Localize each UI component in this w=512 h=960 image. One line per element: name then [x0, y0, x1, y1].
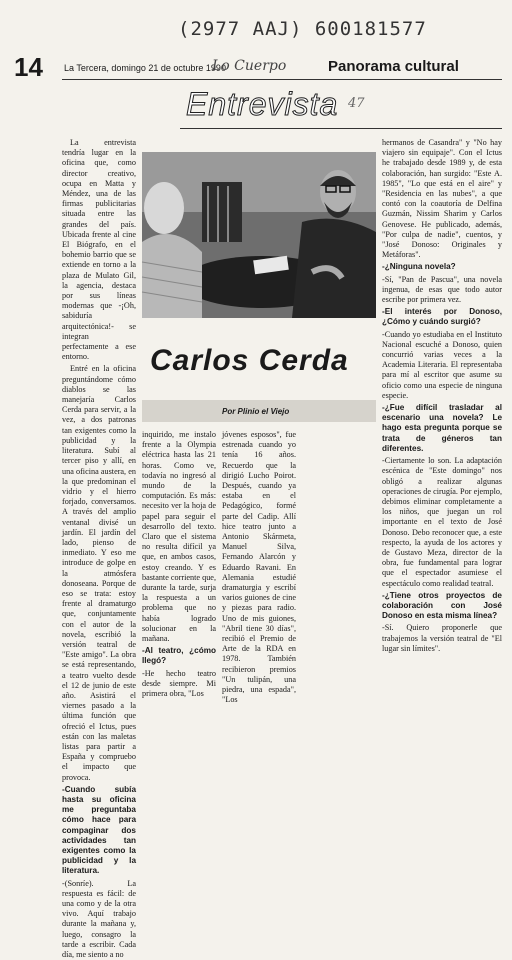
kicker-rule [180, 128, 502, 129]
column-2 [142, 430, 216, 699]
handwritten-note: Lo Cuerpo [212, 58, 287, 74]
article-paragraph: -Sí, "Pan de Pascua", una novela ingenua, de esas que todo autor escribe por primera vez. [382, 274, 502, 305]
archive-stamp: (2977 AAJ) 600181577 [178, 18, 427, 40]
article-paragraph: hermanos de Casandra" y "No hay viajero sin equipaje". Con el Ictus he trabajado desde 1989 y, de esta colaboración, han surgido: "Este A. 1985", "Lo que está en el aire" y "Residencia en las nubes", a que contó con la coautoría de Delfina Guzmán, Nissim Sharim y Carlos Genovese. He publicado, además, "Por culpa de nadie", cuentos, y "José Donoso: Originales y Metáforas". [382, 138, 502, 260]
article-paragraph: La entrevista tendría lugar en la oficina que, como director creativo, ocupa en Matta y Méndez, una de las firmas publicitarias situada entre las grandes del país. Ubicada frente al cine El Biógrafo, en el bohemio barrio que se extiende en torno a la plaza de Mulato Gil, la agencia, destaca por sus líneas modernas que -¡Oh, sabiduría arquitectónica!- se integran perfectamente a ese entorno. [62, 138, 136, 362]
article-paragraph: -He hecho teatro desde siempre. Mi primera obra, "Los [142, 668, 216, 699]
article-paragraph: -Ciertamente lo son. La adaptación escénica de "Este domingo" nos obligó a realizar algunas operaciones de cirugía. Por ejemplo, debimos eliminar completamente a los niños, que juegan un rol importante en el texto de José Donoso. Debo reconocer que, a este respecto, la ayuda de los actores y de Gustavo Meza, director de la obra, fue fundamental para lograr que el espectador asumiese el espectáculo como realidad teatral. [382, 456, 502, 588]
interview-question: -¿Ninguna novela? [382, 262, 456, 272]
article-paragraph: -(Sonríe). La respuesta es fácil: de una como y de la otra vivo. Aquí trabajo durante la mañana y, luego, consagro la tarde a escribir. Cada día, me siento a no [62, 878, 136, 960]
interview-question: -¿Fue difícil trasladar al escenario una novela? Le hago esta pregunta porque se trata de géneros tan diferentes. [382, 403, 502, 453]
interview-question: -El interés por Donoso, ¿Cómo y cuándo surgió? [382, 307, 502, 327]
column-4 [382, 138, 502, 653]
interview-question: -Al teatro, ¿cómo llegó? [142, 646, 216, 666]
kicker: Entrevista [186, 86, 339, 122]
article-paragraph: Entré en la oficina preguntándome cómo diablos se las manejaría Carlos Cerda para servir, a la vez, a dos patronas tan exigentes como la publicidad y la literatura. Subí al tercer piso y allí, en una oficina austera, en la que predominan el vidrio y el hierro forjado, conversamos. A través del amplio ventanal divisé un jardín. El jardín del lado, pienso de inmediato. Y eso me introduce de golpe en la atmósfera donoseana. Porque de eso se trata: estoy frente al dramaturgo que, conjuntamente con el autor de la novela, escribió la versión teatral de "Este amigo". La obra se está representando, a teatro vuelto desde el 12 de junio de este año. Asistirá el viernes pasado a la última función que ofreció el Ictus, pues están con las maletas listas para partir a España y compruebo el impacto que provoca. [62, 364, 136, 782]
interview-photo [142, 152, 376, 318]
dateline: La Tercera, domingo 21 de octubre 1990 [64, 63, 226, 73]
photo-illustration [142, 152, 376, 318]
article-paragraph: -Cuando yo estudiaba en el Instituto Nacional escuché a Donoso, quien concurrió varias veces a la Academia Literaria. El representaba para mí al escritor que asume su oficio como una especie de ninguna especie. [382, 329, 502, 400]
article-paragraph: inquirido, me instalo frente a la Olympia eléctrica hasta las 21 horas. Como ve, todavía no ingresó al mundo de la computación. Es más: necesito ver la hoja de papel para seguir el desarrollo del texto. Claro que el sistema no resulta difícil ya que, en ambos casos, estoy creando. Y es bastante corriente que, durante la tarde, surja la respuesta a un problema que no había logrado solucionar en la mañana. [142, 430, 216, 644]
header-rule [62, 79, 502, 80]
byline: Por Plinio el Viejo [222, 407, 290, 416]
interview-question: -Cuando subía hasta su oficina me preguntaba cómo hace para compaginar dos actividades tan exigentes como la publicidad y la literatura. [62, 784, 136, 876]
folio-note: 47 [348, 96, 365, 111]
interview-question: -¿Tiene otros proyectos de colaboración con José Donoso en esta misma línea? [382, 590, 502, 621]
column-3 [222, 430, 296, 705]
column-1 [62, 138, 136, 960]
article-paragraph: -Sí. Quiero proponerle que trabajemos la versión teatral de "El lugar sin límites". [382, 623, 502, 653]
section-title: Panorama cultural [328, 58, 459, 75]
article-paragraph: jóvenes esposos", fue estrenada cuando yo tenía 16 años. Recuerdo que la dirigió Lucho Poirot. Después, cuando ya estaba en el Pedagógico, formé parte del Cadip. Allí hice teatro junto a Antonio Skármeta, Manuel Silva, Fernando Alarcón y Eduardo Ravani. En Alemania estudié dramaturgia y escribí varios guiones de cine y piezas para radio. Uno de mis guiones, "Abril tiene 30 días", recibió el Premio de Arte de la RDA en 1978. También recibieron premios "Un tulipán, una piedra, una espada", "Los [222, 430, 296, 705]
headline: Carlos Cerda [150, 344, 349, 377]
page-number: 14 [14, 52, 43, 82]
